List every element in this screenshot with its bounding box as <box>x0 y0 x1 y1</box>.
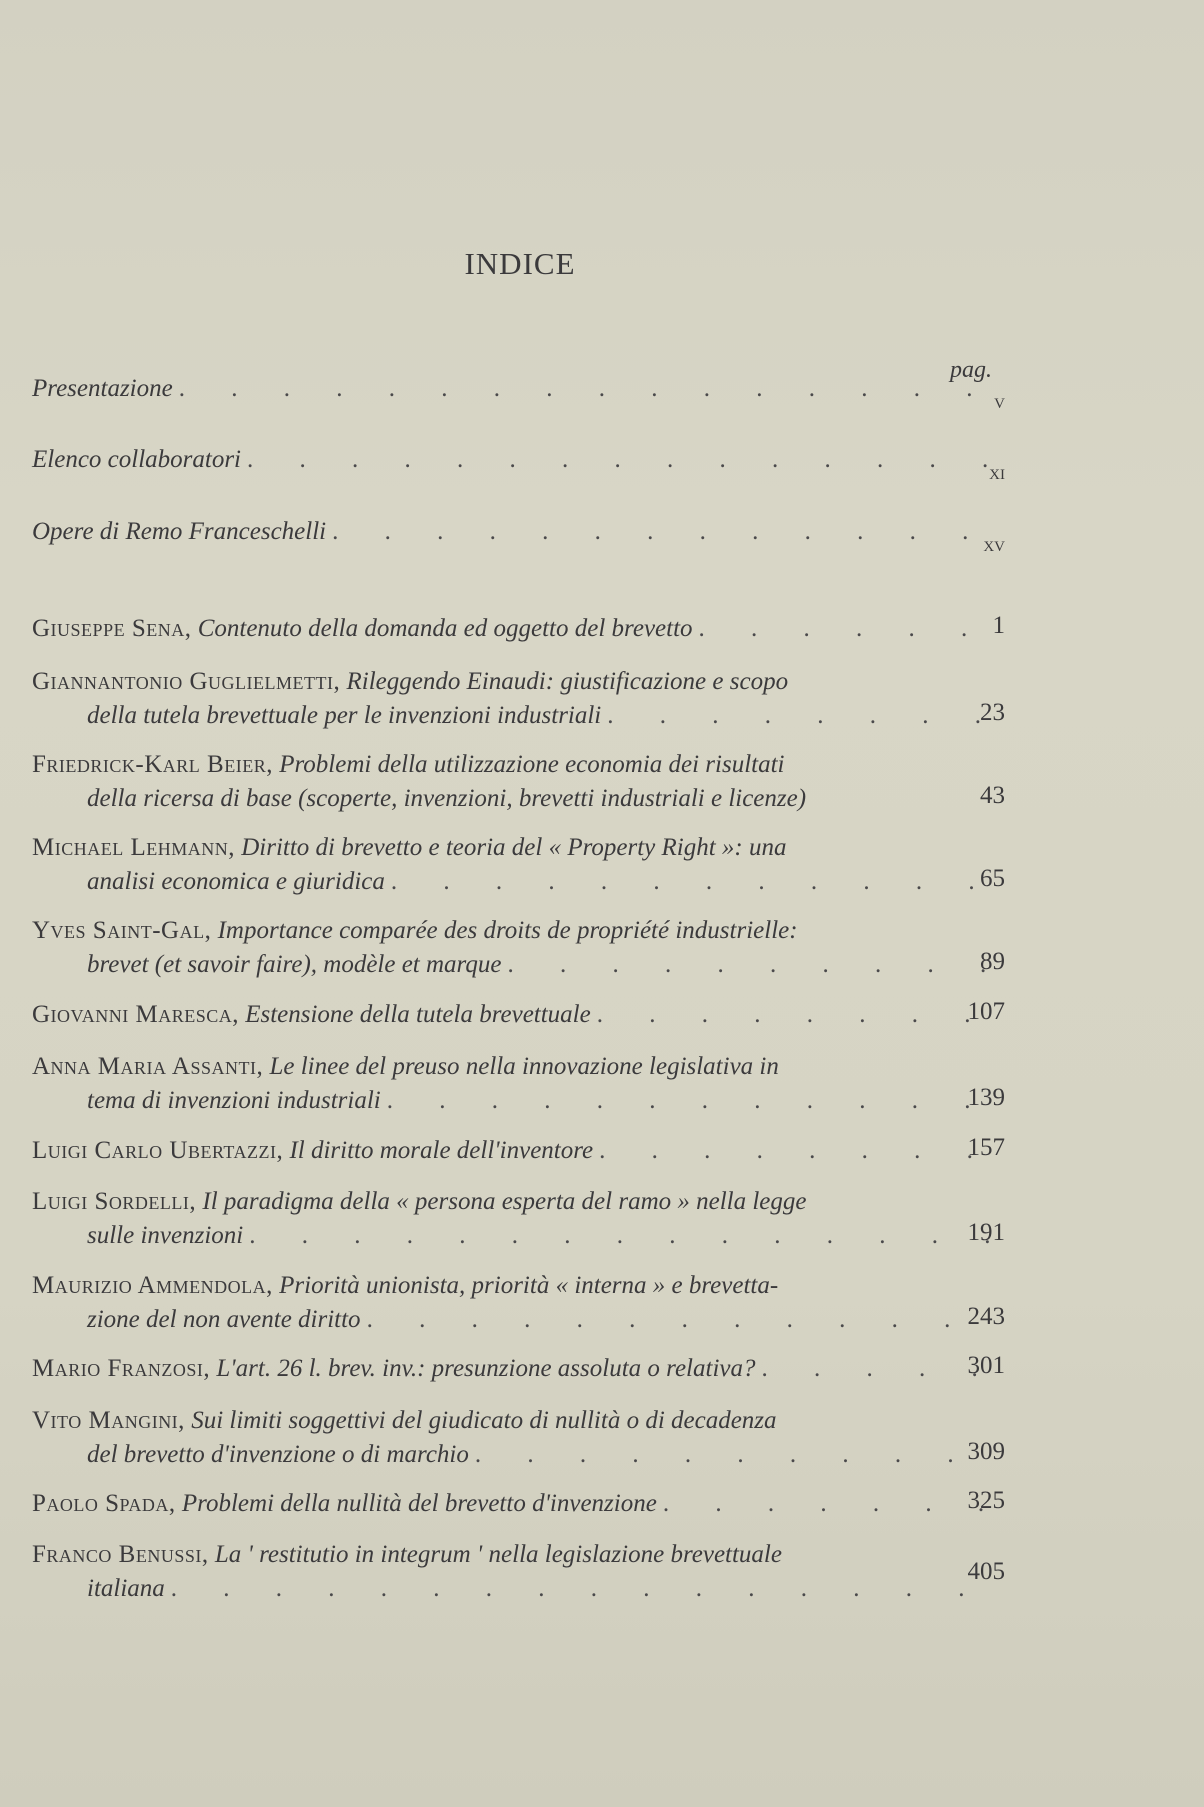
toc-title-continued: zione del non avente diritto <box>87 1306 361 1333</box>
dot-leader <box>597 998 994 1032</box>
toc-author: Giovanni Maresca, <box>32 1001 239 1028</box>
toc-title: Estensione della tutela brevettuale <box>245 1001 591 1028</box>
toc-page-number: 309 <box>967 1438 1005 1465</box>
toc-title: Problemi della nullità del brevetto d'invenzione <box>181 1490 657 1517</box>
toc-entry <box>32 1404 1005 1472</box>
toc-front-entry <box>32 372 1005 413</box>
toc-entry <box>32 1538 1005 1606</box>
toc-entry <box>32 612 1005 646</box>
toc-author: Paolo Spada, <box>32 1490 176 1517</box>
toc-author: Friedrick-Karl Beier, <box>32 751 273 778</box>
toc-title-continued: della tutela brevettuale per le invenzioni industriali <box>87 702 602 729</box>
toc-title: Sui limiti soggettivi del giudicato di nullità o di decadenza <box>191 1407 777 1434</box>
toc-entry <box>32 998 1005 1032</box>
toc-page-number: 23 <box>980 699 1005 726</box>
toc-title: Le linee del preuso nella innovazione legislativa in <box>269 1053 779 1080</box>
toc-title-continued: del brevetto d'invenzione o di marchio <box>87 1441 469 1468</box>
dot-leader <box>507 948 994 982</box>
toc-author: Mario Franzosi, <box>32 1355 211 1382</box>
toc-title: Rileggendo Einaudi: giustificazione e scopo <box>346 668 789 695</box>
toc-title: Presentazione <box>32 375 173 402</box>
toc-page-number: 89 <box>980 948 1005 975</box>
toc-page-number: 191 <box>967 1219 1005 1246</box>
toc-entry <box>32 748 1005 816</box>
dot-leader <box>475 1438 994 1472</box>
toc-title: Priorità unionista, priorità « interna » e brevetta- <box>279 1272 779 1299</box>
toc-title: La ' restitutio in integrum ' nella legislazione brevettuale <box>214 1541 782 1568</box>
dot-leader <box>171 1572 994 1606</box>
toc-page-number: 243 <box>967 1303 1005 1330</box>
toc-author: Giuseppe Sena, <box>32 615 192 642</box>
toc-front-entry <box>32 443 1005 484</box>
dot-leader <box>367 1303 994 1337</box>
toc-page-number: 43 <box>980 782 1005 809</box>
toc-author: Vito Mangini, <box>32 1407 185 1434</box>
toc-author: Maurizio Ammendola, <box>32 1272 273 1299</box>
toc-title: Il diritto morale dell'inventore <box>289 1137 594 1164</box>
dot-leader <box>387 1084 994 1118</box>
toc-title-continued: della ricersa di base (scoperte, invenzioni, brevetti industriali e licenze) <box>87 785 807 812</box>
toc-entry <box>32 1050 1005 1118</box>
toc-page-number: v <box>994 388 1005 413</box>
toc-author: Yves Saint-Gal, <box>32 917 212 944</box>
toc-title: Importance comparée des droits de propriété industrielle: <box>217 917 798 944</box>
toc-author: Michael Lehmann, <box>32 834 235 861</box>
toc-page-number: 65 <box>980 865 1005 892</box>
toc-title: L'art. 26 l. brev. inv.: presunzione assoluta o relativa? <box>216 1355 756 1382</box>
toc-page-number: 157 <box>967 1134 1005 1161</box>
toc-entry <box>32 1352 1005 1386</box>
toc-author: Luigi Carlo Ubertazzi, <box>32 1137 284 1164</box>
toc-page-number: xv <box>983 531 1005 556</box>
toc-author: Franco Benussi, <box>32 1541 209 1568</box>
toc-page-number: 325 <box>967 1487 1005 1514</box>
toc-title: Contenuto della domanda ed oggetto del brevetto <box>197 615 693 642</box>
toc-page-number: 405 <box>967 1558 1005 1585</box>
dot-leader <box>607 699 994 733</box>
toc-author: Luigi Sordelli, <box>32 1188 197 1215</box>
toc-title: Problemi della utilizzazione economia dei risultati <box>279 751 785 778</box>
toc-title-continued: italiana <box>87 1575 165 1602</box>
toc-title-continued: brevet (et savoir faire), modèle et marque <box>87 951 502 978</box>
dot-leader <box>249 1219 994 1253</box>
toc-title-continued: tema di invenzioni industriali <box>87 1087 381 1114</box>
toc-page-number: xi <box>989 459 1005 484</box>
toc-title-continued: analisi economica e giuridica <box>87 868 385 895</box>
toc-author: Anna Maria Assanti, <box>32 1053 264 1080</box>
toc-title: Il paradigma della « persona esperta del ramo » nella legge <box>202 1188 807 1215</box>
pag-label: pag. <box>950 357 992 383</box>
dot-leader <box>179 372 994 406</box>
toc-title: Opere di Remo Franceschelli <box>32 518 327 545</box>
dot-leader <box>391 865 994 899</box>
toc-entry <box>32 1269 1005 1337</box>
toc-page-number: 301 <box>967 1352 1005 1379</box>
toc-page-number: 139 <box>967 1084 1005 1111</box>
toc-title-continued: sulle invenzioni <box>87 1222 244 1249</box>
dot-leader <box>247 443 994 477</box>
toc-author: Giannantonio Guglielmetti, <box>32 668 341 695</box>
toc-front-entry <box>32 515 1005 556</box>
toc-title: Diritto di brevetto e teoria del « Property Right »: una <box>241 834 787 861</box>
toc-entry <box>32 914 1005 982</box>
toc-entry <box>32 1487 1005 1521</box>
toc-page-number: 1 <box>992 612 1005 639</box>
dot-leader <box>599 1134 994 1168</box>
toc-entry <box>32 1134 1005 1168</box>
toc-entry <box>32 1185 1005 1253</box>
toc-entry <box>32 831 1005 899</box>
toc-title: Elenco collaboratori <box>32 446 241 473</box>
toc-entry <box>32 665 1005 733</box>
page-title: INDICE <box>464 246 576 281</box>
toc-page-number: 107 <box>967 998 1005 1025</box>
dot-leader <box>332 515 994 549</box>
